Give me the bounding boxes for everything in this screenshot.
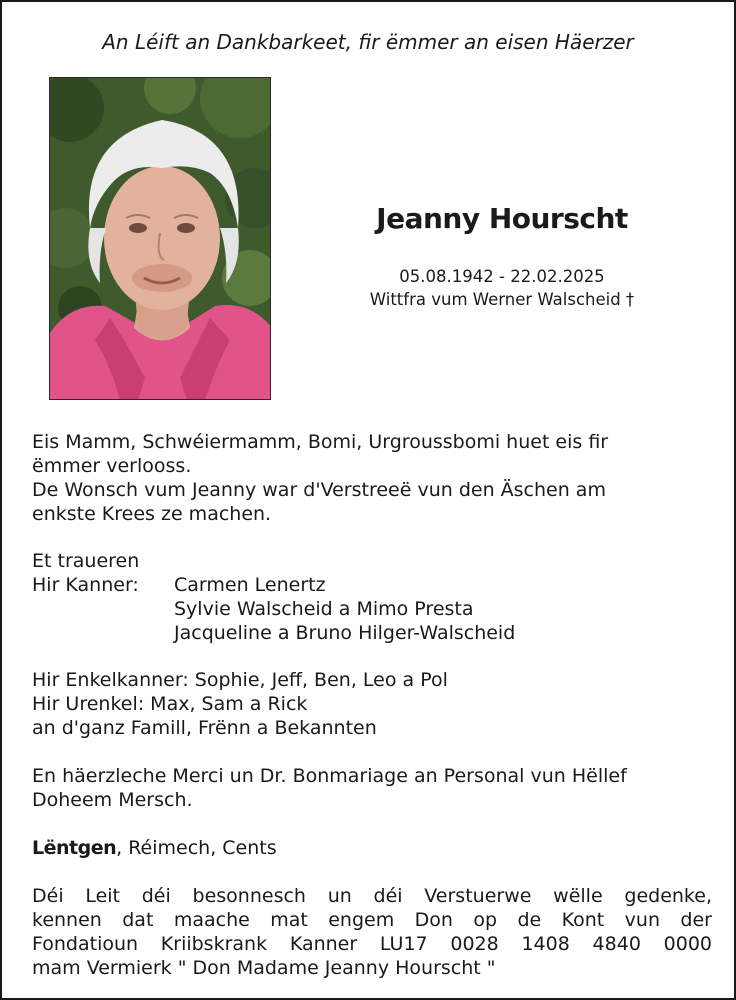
donation-line: Déi Leit déi besonnesch un déi Verstuerwe wëlle gedenke, <box>32 885 712 907</box>
thanks-line: En häerzleche Merci un Dr. Bonmariage an Personal vun Hëllef <box>32 765 627 787</box>
great-grandchildren-line: Hir Urenkel: Max, Sam a Rick <box>32 693 308 715</box>
donation-line: Fondatioun Kriibskrank Kanner LU17 0028 1408 4840 0000 <box>32 933 712 955</box>
donation-paragraph <box>32 884 712 980</box>
children-label: Hir Kanner: <box>32 574 139 596</box>
family-line: an d'ganz Famill, Frënn a Bekannten <box>32 717 377 739</box>
grandchildren-line: Hir Enkelkanner: Sophie, Jeff, Ben, Leo a Pol <box>32 669 448 691</box>
children-row <box>32 597 712 621</box>
tagline: An Léift an Dankbarkeet, fir ëmmer an eisen Häerzer <box>102 30 634 54</box>
location-line <box>32 836 712 860</box>
children-row <box>32 573 712 597</box>
child-name: Carmen Lenertz <box>174 574 326 596</box>
life-dates: 05.08.1942 - 22.02.2025 <box>399 267 605 286</box>
location-rest: , Réimech, Cents <box>116 837 277 859</box>
child-name: Sylvie Walscheid a Mimo Presta <box>174 598 474 620</box>
intro-line: Eis Mamm, Schwéiermamm, Bomi, Urgroussbomi huet eis fir <box>32 431 609 453</box>
mourners-heading: Et traueren <box>32 550 140 572</box>
children-row <box>32 621 712 645</box>
child-name: Jacqueline a Bruno Hilger-Walscheid <box>174 622 516 644</box>
thanks-line: Doheem Mersch. <box>32 789 193 811</box>
donation-line: kennen dat maache mat engem Don op de Kont vun der <box>32 909 712 931</box>
intro-line: De Wonsch vum Jeanny war d'Verstreeë vun den Äschen am <box>32 479 606 501</box>
donation-line: mam Vermierk " Don Madame Jeanny Hourscht " <box>32 957 496 979</box>
mourners-children <box>32 549 712 645</box>
widow-of: Wittfra vum Werner Walscheid † <box>369 290 635 309</box>
deceased-name: Jeanny Hourscht <box>376 202 628 235</box>
portrait-photo <box>49 77 271 400</box>
intro-paragraph <box>32 430 712 526</box>
thanks-paragraph <box>32 764 712 812</box>
mourners-relatives <box>32 668 712 740</box>
intro-line: ëmmer verlooss. <box>32 455 192 477</box>
location-primary: Lëntgen <box>32 837 117 859</box>
intro-line: enkste Krees ze machen. <box>32 503 272 525</box>
